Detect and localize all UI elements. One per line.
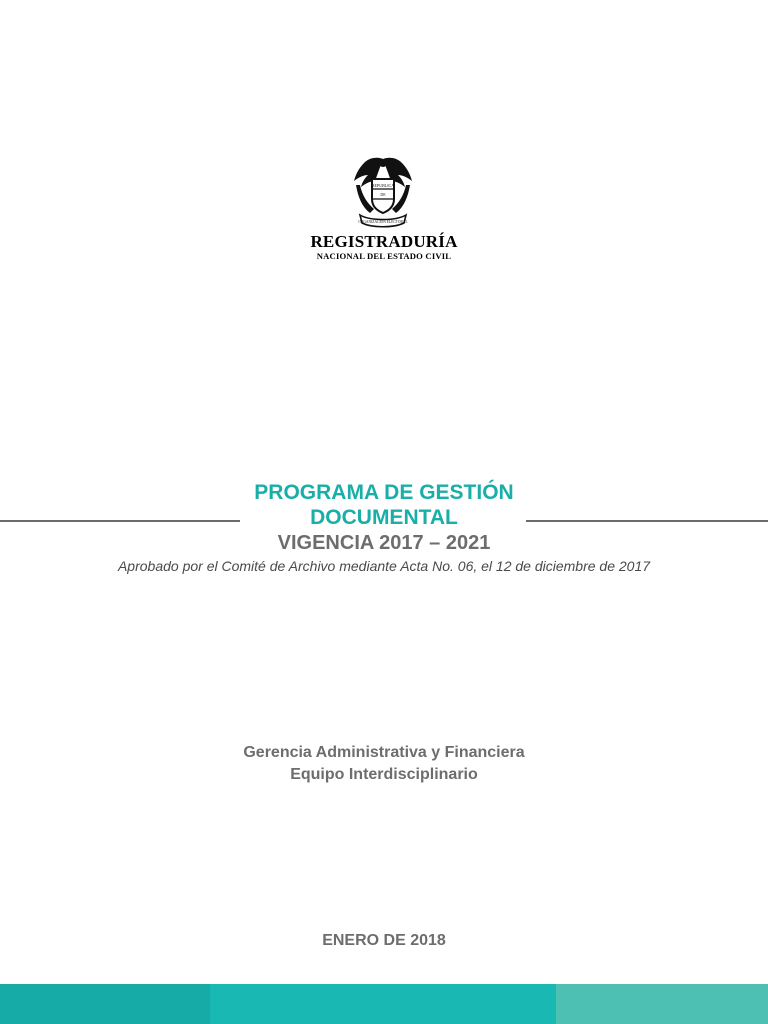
team-name: Equipo Interdisciplinario (290, 766, 478, 783)
footer-band-segment-3 (556, 984, 768, 1024)
footer-band-segment-2 (210, 984, 556, 1024)
logo-wordmark: REGISTRADURÍA (310, 232, 458, 251)
svg-text:DE: DE (380, 192, 386, 197)
validity-period: VIGENCIA 2017 – 2021 (277, 532, 491, 554)
document-title-line-1: PROGRAMA DE GESTIÓN (254, 481, 514, 504)
footer-band-segment-1 (0, 984, 210, 1024)
registraduria-logo (310, 155, 458, 265)
approval-note: Aprobado por el Comité de Archivo mediante Acta No. 06, el 12 de diciembre de 2017 (117, 558, 651, 574)
logo-subtitle: NACIONAL DEL ESTADO CIVIL (316, 251, 452, 261)
department-name: Gerencia Administrativa y Financiera (243, 744, 525, 761)
publication-date: ENERO DE 2018 (322, 932, 446, 949)
svg-text:REPUBLICA: REPUBLICA (371, 183, 395, 188)
coat-of-arms-seal-icon (350, 155, 416, 229)
svg-text:ORGANIZACION ELECTORAL: ORGANIZACION ELECTORAL (358, 220, 408, 224)
document-title-line-2: DOCUMENTAL (310, 506, 458, 529)
